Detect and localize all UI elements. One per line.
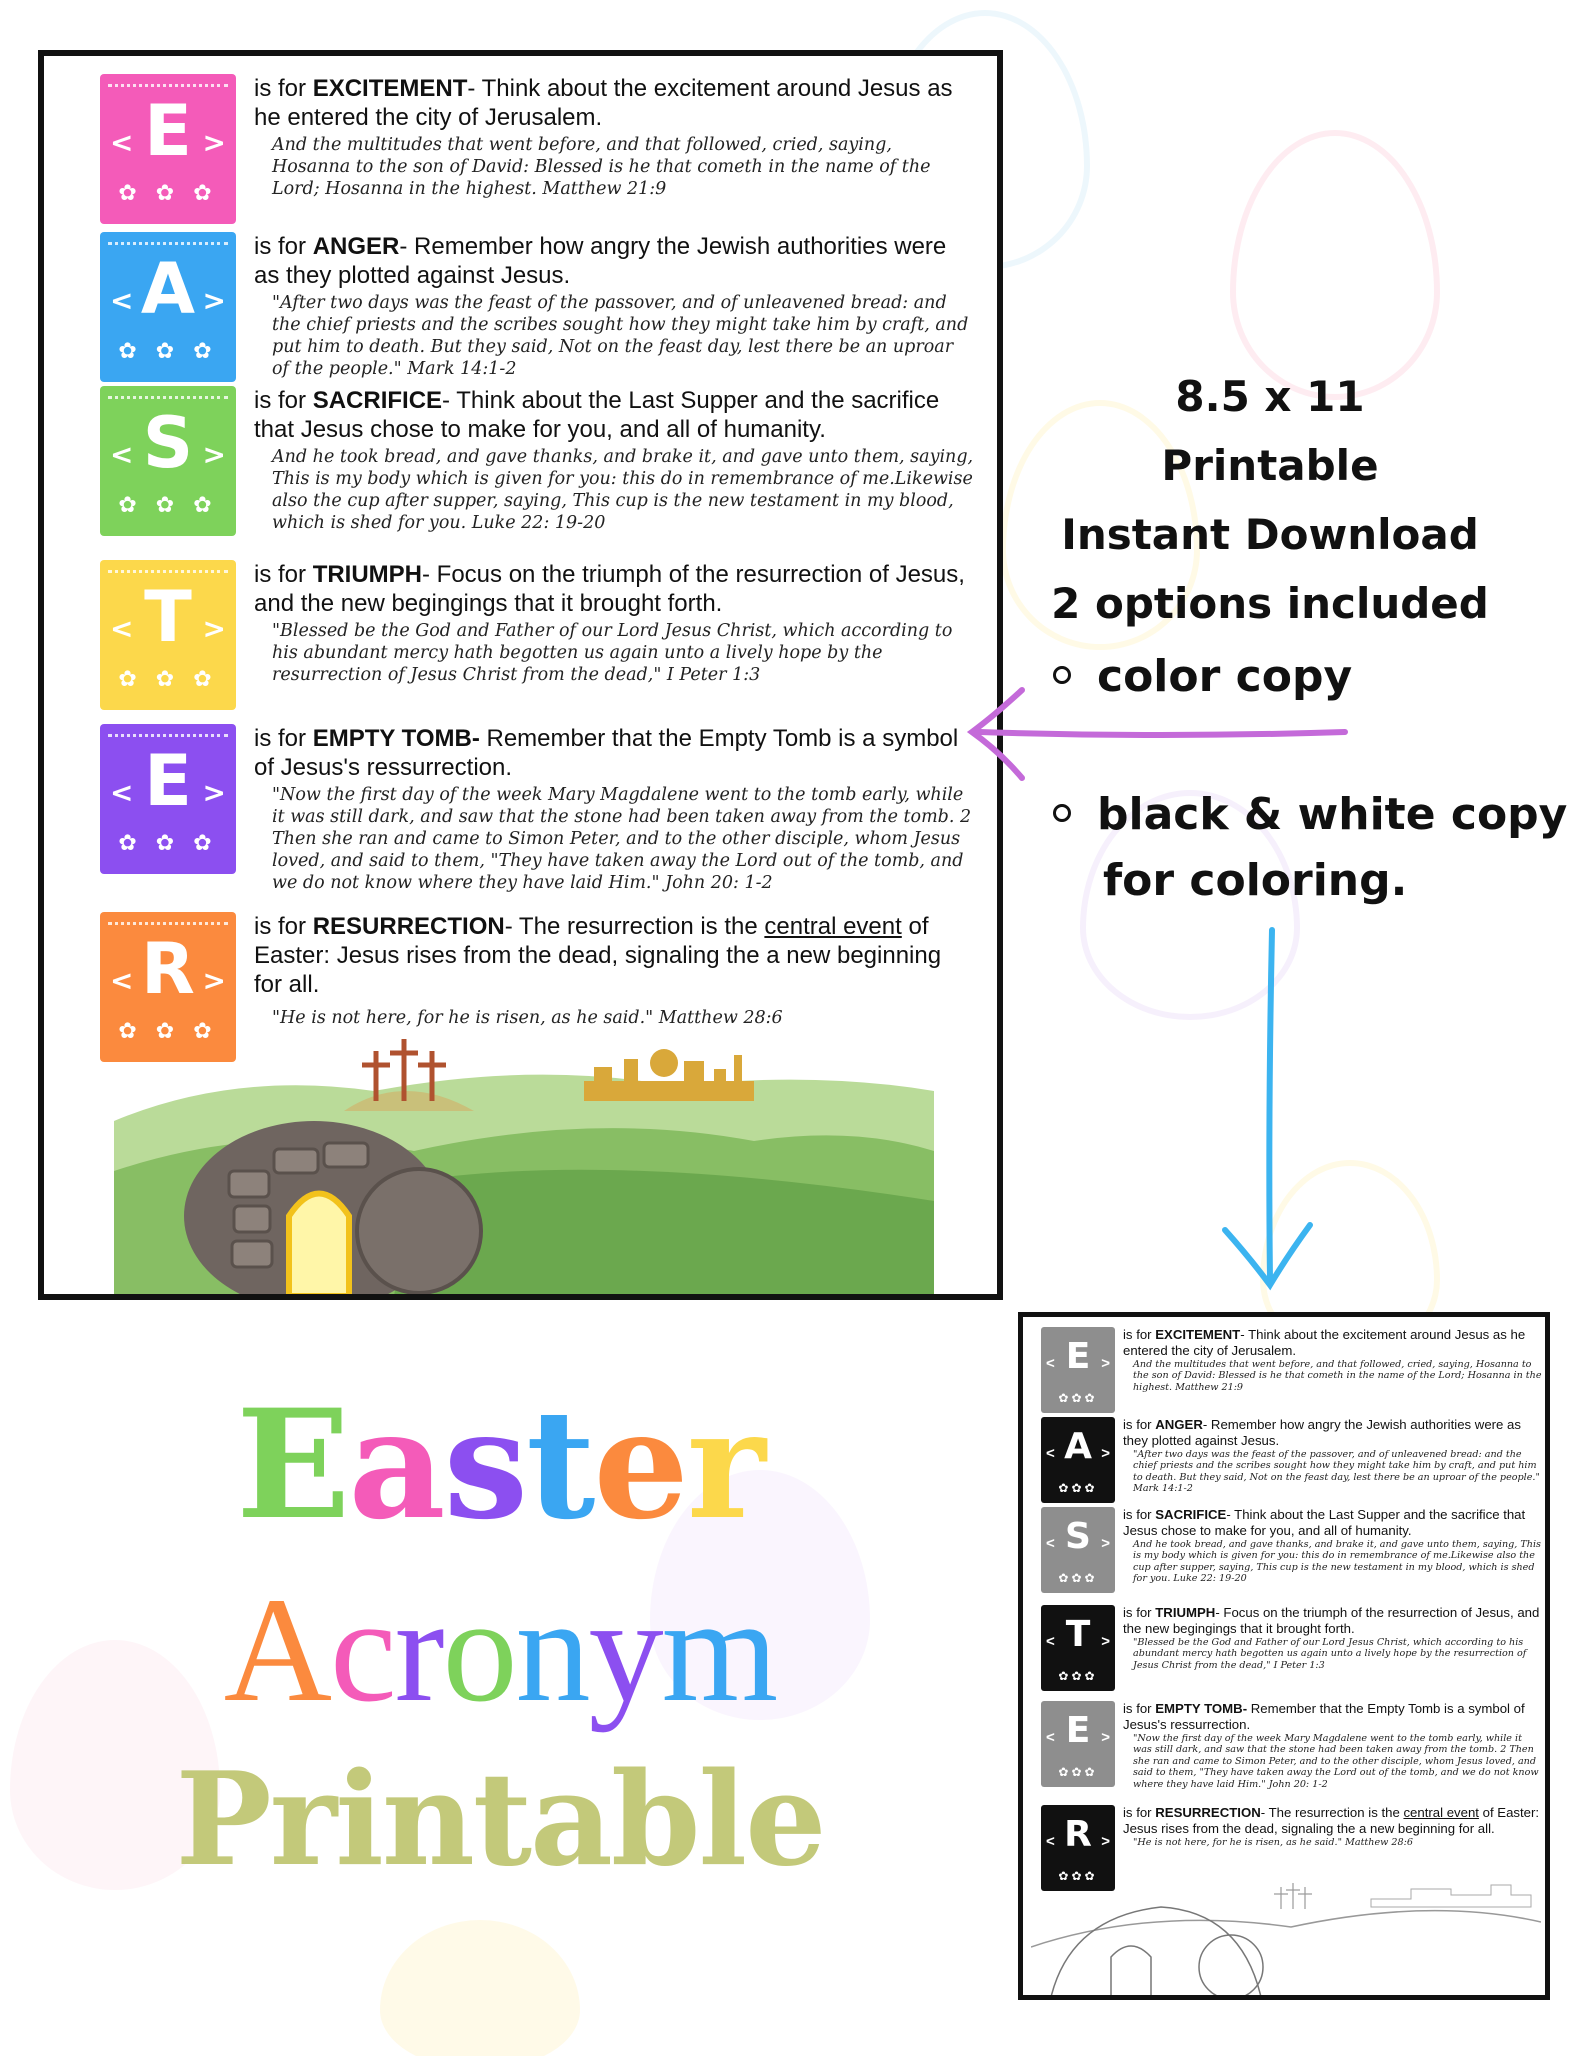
acronym-text (254, 74, 974, 200)
flower-icon: ✿ ✿ ✿ (118, 1019, 218, 1044)
tile-ornament: > (202, 776, 226, 809)
flower-icon: ✿ ✿ ✿ (118, 493, 218, 518)
acronym-text (1123, 1805, 1543, 1848)
tile-ornament: < (1046, 1633, 1055, 1650)
description: - Think about the Last Supper and the sacrifice that Jesus chose to make for you, and all of humanity. (1123, 1507, 1526, 1538)
title-word: Printable (175, 1745, 825, 1895)
option-label: color copy (1097, 651, 1353, 702)
tile-ornament: < (110, 964, 134, 997)
tile-ornament: < (110, 776, 134, 809)
title-letter: r (394, 1567, 443, 1733)
keyword: EMPTY TOMB- (1155, 1701, 1248, 1716)
prefix: is for (1123, 1605, 1156, 1620)
letter-tile (100, 74, 236, 224)
acronym-text (1123, 1327, 1543, 1393)
description: - Remember how angry the Jewish authorities were as they plotted against Jesus. (1123, 1417, 1521, 1448)
bible-verse: And he took bread, and gave thanks, and brake it, and gave unto them, saying, This is my body which is given for you: this do in remembrance of me.Likewise also the cup after supper, saying, This cup is the new testament in my blood, which is shed for you. Luke 22: 19-20 (272, 447, 974, 533)
flower-icon: ✿ ✿ ✿ (118, 667, 218, 692)
tile-letter: S (1065, 1516, 1091, 1557)
description: Remember that the Empty Tomb is a symbol of Jesus's ressurrection. (254, 725, 959, 781)
tile-ornament: > (1101, 1729, 1110, 1746)
acronym-description (1123, 1805, 1543, 1837)
prefix: is for (1123, 1701, 1156, 1716)
description: - The resurrection is the (504, 913, 765, 940)
bible-verse: And he took bread, and gave thanks, and brake it, and gave unto them, saying, This is my body which is given for you: this do in remembrance of me.Likewise also the cup after supper, saying, This cup is the new testament in my blood, which is shed for you. Luke 22: 19-20 (1133, 1539, 1541, 1585)
prefix: is for (254, 75, 313, 102)
letter-tile (1041, 1605, 1115, 1691)
option-label: for coloring. (1103, 855, 1408, 906)
prefix: is for (254, 233, 313, 260)
prefix: is for (1123, 1805, 1156, 1820)
flower-icon: ✿ ✿ ✿ (118, 831, 218, 856)
title-letter: m (661, 1567, 777, 1733)
bw-page-preview (1018, 1312, 1550, 2000)
product-info (990, 362, 1550, 638)
tile-letter: E (1065, 1710, 1091, 1751)
description: - Think about the Last Supper and the sacrifice that Jesus chose to make for you, and all of humanity. (254, 387, 940, 443)
tile-letter: T (144, 576, 192, 658)
prefix: is for (254, 913, 313, 940)
bible-verse: "He is not here, for he is risen, as he said." Matthew 28:6 (1133, 1837, 1413, 1848)
acronym-description (254, 560, 974, 618)
letter-tile (100, 724, 236, 874)
tile-ornament: > (202, 284, 226, 317)
prefix: is for (254, 561, 313, 588)
title-letter: e (593, 1377, 687, 1553)
acronym-text (254, 232, 974, 380)
acronym-text (254, 386, 974, 534)
tile-ornament: > (202, 438, 226, 471)
acronym-description (1123, 1701, 1543, 1733)
letter-tile (1041, 1507, 1115, 1593)
acronym-text (1123, 1605, 1543, 1671)
title-letter: n (515, 1567, 589, 1733)
option-color (1053, 644, 1352, 710)
tile-letter: A (140, 248, 196, 330)
tile-ornament: < (110, 612, 134, 645)
flower-icon: ✿✿✿ (1058, 1765, 1098, 1779)
description: - Think about the excitement around Jesus as he entered the city of Jerusalem. (1123, 1327, 1526, 1358)
flower-icon: ✿ ✿ ✿ (118, 181, 218, 206)
options-label: 2 options included (1051, 579, 1489, 628)
description: - Focus on the triumph of the resurrection of Jesus, and the new begingings that it brought forth. (254, 561, 965, 617)
tile-ornament: < (110, 126, 134, 159)
bible-verse: And the multitudes that went before, and that followed, cried, saying, Hosanna to the son of David: Blessed is he that cometh in the name of the Lord; Hosanna in the highest. Matthew 21:9 (272, 135, 931, 199)
egg-decoration (380, 1920, 580, 2056)
title-easter (60, 1377, 940, 1553)
letter-tile (1041, 1417, 1115, 1503)
keyword: ANGER (312, 233, 400, 260)
title-letter: E (236, 1377, 349, 1553)
prefix: is for (1123, 1417, 1156, 1432)
flower-icon: ✿✿✿ (1058, 1869, 1098, 1883)
acronym-description (1123, 1605, 1543, 1637)
flower-icon: ✿✿✿ (1058, 1481, 1098, 1495)
tile-ornament: < (1046, 1445, 1055, 1462)
keyword: EXCITEMENT (312, 75, 468, 102)
option-bw-line2 (1103, 848, 1407, 914)
keyword: TRIUMPH (312, 561, 423, 588)
tile-ornament: < (1046, 1535, 1055, 1552)
download-label: Instant Download (1061, 510, 1479, 559)
prefix: is for (254, 725, 313, 752)
tile-ornament: < (110, 438, 134, 471)
prefix: is for (1123, 1327, 1156, 1342)
bullet-icon (1053, 804, 1071, 822)
keyword: SACRIFICE (312, 387, 443, 414)
acronym-description (254, 232, 974, 290)
tile-ornament: > (1101, 1535, 1110, 1552)
acronym-text (1123, 1701, 1543, 1790)
tile-letter: T (1065, 1614, 1091, 1655)
bible-verse: "After two days was the feast of the passover, and of unleavened bread: and the chief priests and the scribes sought how they might take him by craft, and put him to death. But they said, Not on the feast day, lest there be an uproar of the people." Mark 14:1-2 (272, 293, 969, 379)
arrow-to-bw-page (1210, 920, 1320, 1320)
egg-decoration (1230, 130, 1440, 400)
description: of Easter: Jesus rises from the dead, signaling the a new beginning for all. (1123, 1805, 1540, 1836)
title-letter: r (686, 1377, 764, 1553)
acronym-description (254, 724, 974, 782)
letter-tile (100, 560, 236, 710)
tile-letter: A (1064, 1426, 1092, 1467)
tile-ornament: > (1101, 1833, 1110, 1850)
flower-icon: ✿✿✿ (1058, 1669, 1098, 1683)
title-acronym (60, 1567, 940, 1733)
description: Remember that the Empty Tomb is a symbol of Jesus's ressurrection. (1123, 1701, 1525, 1732)
description: - The resurrection is the (1260, 1805, 1404, 1820)
tile-letter: E (144, 740, 192, 822)
tile-ornament: > (1101, 1633, 1110, 1650)
title-letter: a (348, 1377, 444, 1553)
title-word (236, 1377, 764, 1553)
title-letter: s (443, 1377, 527, 1553)
acronym-text (254, 560, 974, 686)
acronym-description (1123, 1327, 1543, 1359)
title-letter: c (330, 1567, 395, 1733)
empty-tomb-illustration (114, 1031, 934, 1296)
letter-tile (100, 232, 236, 382)
acronym-description (1123, 1507, 1543, 1539)
bible-verse: "Blessed be the God and Father of our Lord Jesus Christ, which according to his abundant mercy hath begotten us again unto a lively hope by the resurrection of Jesus Christ from the dead," I Peter 1:3 (272, 621, 953, 685)
bible-verse: "Now the first day of the week Mary Magdalene went to the tomb early, while it was still dark, and saw that the stone had been taken away from the tomb. 2 Then she ran and came to Simon Peter, and to the other disciple, whom Jesus loved, and said to them, "They have taken away the Lord out of the tomb, and we do not know where they have laid Him." John 20: 1-2 (1133, 1733, 1539, 1790)
tomb-outline-illustration (1031, 1877, 1541, 1997)
acronym-text (254, 912, 974, 1029)
flower-icon: ✿✿✿ (1058, 1571, 1098, 1585)
tile-ornament: > (1101, 1355, 1110, 1372)
flower-icon: ✿ ✿ ✿ (118, 339, 218, 364)
tile-ornament: < (110, 284, 134, 317)
acronym-description (254, 74, 974, 132)
tile-letter: S (142, 402, 194, 484)
bullet-icon (1053, 666, 1071, 684)
color-page-preview (38, 50, 1003, 1300)
flower-icon: ✿✿✿ (1058, 1391, 1098, 1405)
bible-verse: "He is not here, for he is risen, as he said." Matthew 28:6 (272, 1008, 783, 1028)
tile-letter: R (141, 928, 195, 1010)
option-label: black & white copy (1097, 789, 1568, 840)
acronym-text (254, 724, 974, 894)
acronym-description (254, 386, 974, 444)
letter-tile (1041, 1327, 1115, 1413)
tile-ornament: > (202, 126, 226, 159)
bible-verse: "Now the first day of the week Mary Magdalene went to the tomb early, while it was still dark, and saw that the stone had been taken away from the tomb. 2 Then she ran and came to Simon Peter, and to the other disciple, whom Jesus loved, and said to them, "They have taken away the Lord out of the tomb, and we do not know where they have laid Him." John 20: 1-2 (272, 785, 972, 893)
tile-ornament: > (1101, 1445, 1110, 1462)
underlined-phrase: central event (764, 913, 902, 940)
keyword: ANGER (1155, 1417, 1203, 1432)
bible-verse: "After two days was the feast of the passover, and of unleavened bread: and the chief priests and the scribes sought how they might take him by craft, and put him to death. But they said, Not on the feast day, lest there be an uproar of the people." Mark 14:1-2 (1133, 1449, 1540, 1495)
title-letter: A (223, 1567, 331, 1733)
bible-verse: And the multitudes that went before, and that followed, cried, saying, Hosanna to the son of David: Blessed is he that cometh in the name of the Lord; Hosanna in the highest. Matthew 21:9 (1133, 1359, 1542, 1393)
letter-tile (1041, 1701, 1115, 1787)
bible-verse: "Blessed be the God and Father of our Lord Jesus Christ, which according to his abundant mercy hath begotten us again unto a lively hope by the resurrection of Jesus Christ from the dead," I Peter 1:3 (1133, 1637, 1527, 1671)
tile-letter: E (1065, 1336, 1091, 1377)
letter-tile (100, 386, 236, 536)
keyword: EMPTY TOMB- (312, 725, 480, 752)
prefix: is for (254, 387, 313, 414)
title-letter: y (588, 1567, 662, 1733)
tile-ornament: < (1046, 1729, 1055, 1746)
tile-ornament: < (1046, 1833, 1055, 1850)
title-letter: o (442, 1567, 516, 1733)
keyword: EXCITEMENT (1155, 1327, 1241, 1342)
description: - Think about the excitement around Jesus as he entered the city of Jerusalem. (254, 75, 953, 131)
keyword: SACRIFICE (1155, 1507, 1227, 1522)
option-bw (1053, 782, 1567, 848)
keyword: TRIUMPH (1155, 1605, 1216, 1620)
title-letter: t (526, 1377, 594, 1553)
acronym-text (1123, 1507, 1543, 1585)
title-printable (60, 1745, 940, 1895)
underlined-phrase: central event (1403, 1805, 1479, 1820)
tile-ornament: > (202, 612, 226, 645)
tile-ornament: > (202, 964, 226, 997)
acronym-text (1123, 1417, 1543, 1495)
description: - Remember how angry the Jewish authorities were as they plotted against Jesus. (254, 233, 947, 289)
keyword: RESURRECTION (1155, 1805, 1261, 1820)
tile-letter: R (1064, 1814, 1092, 1855)
description: - Focus on the triumph of the resurrection of Jesus, and the new begingings that it brought forth. (1123, 1605, 1540, 1636)
keyword: RESURRECTION (312, 913, 505, 940)
printable-label: Printable (1161, 441, 1379, 490)
acronym-description (254, 912, 974, 999)
prefix: is for (1123, 1507, 1156, 1522)
tile-ornament: < (1046, 1355, 1055, 1372)
tile-letter: E (144, 90, 192, 172)
acronym-description (1123, 1417, 1543, 1449)
description: of Easter: Jesus rises from the dead, signaling the a new beginning for all. (254, 913, 942, 998)
title-word (224, 1567, 777, 1733)
page-size: 8.5 x 11 (1175, 372, 1365, 421)
